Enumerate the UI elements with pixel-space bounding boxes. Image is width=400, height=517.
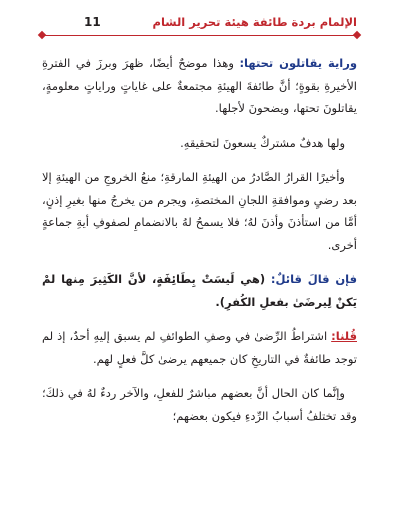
header-title: الإلمام بردة طائفة هيئة تحرير الشام	[152, 15, 357, 29]
paragraph-1-lead: وراية يقاتلون تحتها:	[239, 56, 357, 70]
paragraph-2-text: ولها هدفٌ مشتركٌ يسعونَ لتحقيقهِ.	[180, 135, 345, 150]
paragraph-5-text: اشتراطُ الرِّضىٰ في وصفِ الطوائفِ لم يسبق إليهِ أحدٌ، إذ لم توجد طائفةٌ في التاريخِ كان جميعهم يرضىٰ كلَّ فعلٍ لهم.	[42, 329, 357, 366]
paragraph-3-text: وأخيرًا القرارُ الصَّادرُ من الهيئةِ المارقةِ؛ منعُ الخروجِ من الهيئةِ إلا بعد رضىٍ وموافقةِ اللجانِ المختصةِ، ويجرم من يخرجُ منها بغيرِ إذنٍ، أمَّا من استأذنَ وأذنَ لهُ؛ فلا يسمحُ لهُ بالانضمامِ لصفوفِ أيةِ جماعةٍ أخرى.	[42, 170, 357, 252]
paragraph-5	[42, 325, 357, 370]
paragraph-4-text: (هي لَيسَتْ بِطَائِفَةٍ، لأنَّ الكَثِيرَ مِنها لمْ يَكنْ لِيرضَىٰ بفعلِ الكُفرِ).	[42, 272, 357, 309]
page-number: 11	[84, 15, 101, 29]
header-divider	[42, 35, 357, 36]
paragraph-1-text: وهذا موضحٌ أيضًا، ظهرَ وبرزَ في الفترةِ الأخيرةِ بقوةٍ؛ أنَّ طائفةَ الهيئةِ مجتمعةٌ على غاياتٍ وراياتٍ معلومةٍ، يقاتلونَ تحتها، ويضحونَ لأجلها.	[42, 56, 357, 115]
paragraph-4	[42, 268, 357, 313]
paragraph-4-lead: فإن قالَ قائلٌ:	[270, 272, 358, 286]
paragraph-6	[42, 382, 357, 427]
body-text	[42, 52, 357, 439]
paragraph-6-text: وإنَّما كان الحال أنَّ بعضهم مباشرٌ للفعلِ، والآخر ردءٌ لهُ في ذلكَ؛ وقد تختلفُ أسبابُ الرِّدءِ فيكون بعضهم؛	[42, 386, 357, 423]
paragraph-2	[42, 132, 357, 155]
paragraph-5-lead: قُلنا:	[331, 329, 357, 343]
paragraph-1	[42, 52, 357, 120]
page-header	[42, 0, 357, 40]
paragraph-3	[42, 166, 357, 256]
